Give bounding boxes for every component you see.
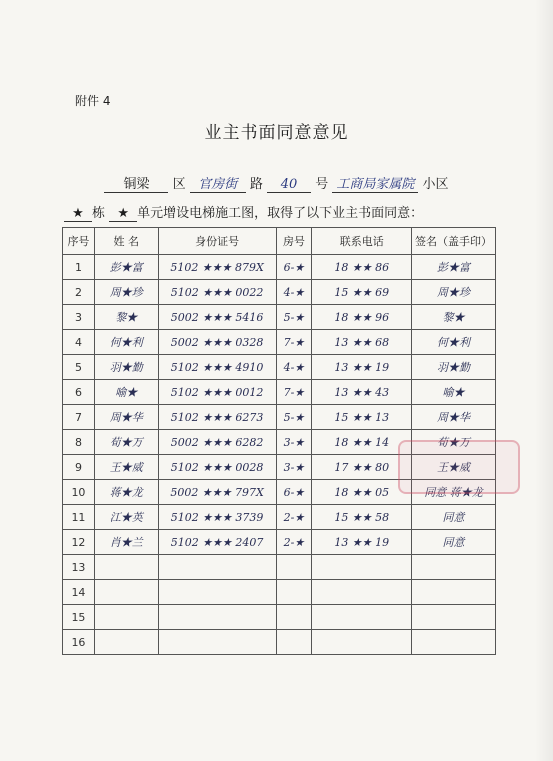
row-room: 3-★ <box>276 455 312 480</box>
row-id <box>158 605 276 630</box>
row-id: 5002 ★★★ 5416 <box>158 305 276 330</box>
row-no: 15 <box>63 605 95 630</box>
attachment-label: 附件 4 <box>75 94 111 108</box>
row-name <box>94 555 158 580</box>
number-field: 40 <box>267 177 311 193</box>
row-id: 5102 ★★★ 0022 <box>158 280 276 305</box>
table-row <box>63 555 496 580</box>
row-id: 5102 ★★★ 0028 <box>158 455 276 480</box>
row-id: 5102 ★★★ 879X <box>158 255 276 280</box>
row-name: 王★威 <box>94 455 158 480</box>
row-no: 8 <box>63 430 95 455</box>
number-suffix: 号 <box>315 177 329 192</box>
row-id: 5102 ★★★ 4910 <box>158 355 276 380</box>
row-no: 2 <box>63 280 95 305</box>
row-id: 5102 ★★★ 2407 <box>158 530 276 555</box>
row-room: 6-★ <box>276 480 312 505</box>
road-suffix: 路 <box>249 177 263 192</box>
building-line-text: 单元增设电梯施工图，取得了以下业主书面同意： <box>137 206 424 221</box>
row-no: 9 <box>63 455 95 480</box>
row-sign: 喻★ <box>412 380 496 405</box>
table-row <box>63 580 496 605</box>
row-no: 12 <box>63 530 95 555</box>
row-no: 16 <box>63 630 95 655</box>
row-phone: 18 ★★ 86 <box>312 255 412 280</box>
row-sign: 黎★ <box>412 305 496 330</box>
table-header-row <box>63 228 496 255</box>
row-id: 5002 ★★★ 0328 <box>158 330 276 355</box>
row-sign: 荀★万 <box>412 430 496 455</box>
row-sign: 周★珍 <box>412 280 496 305</box>
building-line <box>64 202 423 222</box>
row-no: 11 <box>63 505 95 530</box>
row-id <box>158 630 276 655</box>
road-field: 官房街 <box>190 173 246 193</box>
row-sign <box>412 630 496 655</box>
row-phone: 13 ★★ 19 <box>312 355 412 380</box>
row-room: 6-★ <box>276 255 312 280</box>
row-no: 4 <box>63 330 95 355</box>
header-phone: 联系电话 <box>312 228 412 255</box>
row-id: 5102 ★★★ 3739 <box>158 505 276 530</box>
row-phone <box>312 555 412 580</box>
address-line <box>0 173 553 193</box>
row-phone: 13 ★★ 43 <box>312 380 412 405</box>
header-room: 房号 <box>276 228 312 255</box>
header-name: 姓 名 <box>94 228 158 255</box>
table-row <box>63 505 496 530</box>
row-name: 何★利 <box>94 330 158 355</box>
row-name <box>94 630 158 655</box>
row-phone: 15 ★★ 58 <box>312 505 412 530</box>
row-no: 7 <box>63 405 95 430</box>
row-id <box>158 580 276 605</box>
community-field: 工商局家属院 <box>332 173 418 193</box>
row-sign <box>412 555 496 580</box>
row-name: 喻★ <box>94 380 158 405</box>
row-name: 荀★万 <box>94 430 158 455</box>
row-sign: 周★华 <box>412 405 496 430</box>
table-row <box>63 355 496 380</box>
row-room <box>276 605 312 630</box>
row-no: 5 <box>63 355 95 380</box>
table-row <box>63 305 496 330</box>
row-phone: 18 ★★ 05 <box>312 480 412 505</box>
table-row <box>63 605 496 630</box>
row-no: 6 <box>63 380 95 405</box>
row-no: 1 <box>63 255 95 280</box>
row-phone <box>312 630 412 655</box>
row-name: 周★华 <box>94 405 158 430</box>
row-room: 7-★ <box>276 330 312 355</box>
scan-edge-shadow <box>535 0 553 761</box>
header-no: 序号 <box>63 228 95 255</box>
row-name: 黎★ <box>94 305 158 330</box>
table-row <box>63 255 496 280</box>
header-sign: 签名（盖手印） <box>412 228 496 255</box>
row-no: 10 <box>63 480 95 505</box>
row-sign: 彭★富 <box>412 255 496 280</box>
row-id <box>158 555 276 580</box>
district-field: 铜梁 <box>104 173 168 193</box>
row-id: 5002 ★★★ 797X <box>158 480 276 505</box>
table-row <box>63 330 496 355</box>
row-sign: 何★利 <box>412 330 496 355</box>
building-field: ★ <box>64 206 92 222</box>
row-name: 羽★勤 <box>94 355 158 380</box>
row-no: 14 <box>63 580 95 605</box>
row-name <box>94 580 158 605</box>
row-room: 4-★ <box>276 355 312 380</box>
row-id: 5102 ★★★ 6273 <box>158 405 276 430</box>
row-name: 肖★兰 <box>94 530 158 555</box>
row-id: 5102 ★★★ 0012 <box>158 380 276 405</box>
row-room: 5-★ <box>276 305 312 330</box>
table-row <box>63 630 496 655</box>
row-phone: 15 ★★ 69 <box>312 280 412 305</box>
row-room <box>276 580 312 605</box>
row-sign <box>412 605 496 630</box>
row-phone: 13 ★★ 68 <box>312 330 412 355</box>
row-name <box>94 605 158 630</box>
row-sign <box>412 580 496 605</box>
row-room <box>276 555 312 580</box>
row-name: 蒋★龙 <box>94 480 158 505</box>
row-room: 3-★ <box>276 430 312 455</box>
row-no: 3 <box>63 305 95 330</box>
red-seal-mark <box>398 440 520 494</box>
header-id: 身份证号 <box>158 228 276 255</box>
row-sign: 同意 蒋★龙 <box>412 480 496 505</box>
row-phone: 15 ★★ 13 <box>312 405 412 430</box>
district-suffix: 区 <box>172 177 186 192</box>
row-name: 江★英 <box>94 505 158 530</box>
table-row <box>63 530 496 555</box>
unit-field: ★ <box>109 206 137 222</box>
row-phone: 18 ★★ 96 <box>312 305 412 330</box>
community-suffix: 小区 <box>422 177 449 192</box>
row-phone <box>312 605 412 630</box>
row-sign: 同意 <box>412 505 496 530</box>
page-title: 业主书面同意意见 <box>204 123 349 143</box>
table-row <box>63 280 496 305</box>
row-no: 13 <box>63 555 95 580</box>
row-id: 5002 ★★★ 6282 <box>158 430 276 455</box>
row-room: 2-★ <box>276 530 312 555</box>
table-row <box>63 405 496 430</box>
building-suffix: 栋 <box>92 206 106 221</box>
row-sign: 王★威 <box>412 455 496 480</box>
table-row <box>63 380 496 405</box>
row-room: 4-★ <box>276 280 312 305</box>
row-room: 5-★ <box>276 405 312 430</box>
row-name: 周★珍 <box>94 280 158 305</box>
row-phone: 17 ★★ 80 <box>312 455 412 480</box>
row-name: 彭★富 <box>94 255 158 280</box>
row-sign: 同意 <box>412 530 496 555</box>
row-room: 7-★ <box>276 380 312 405</box>
row-phone: 13 ★★ 19 <box>312 530 412 555</box>
row-phone: 18 ★★ 14 <box>312 430 412 455</box>
row-room <box>276 630 312 655</box>
row-phone <box>312 580 412 605</box>
row-room: 2-★ <box>276 505 312 530</box>
row-sign: 羽★勤 <box>412 355 496 380</box>
